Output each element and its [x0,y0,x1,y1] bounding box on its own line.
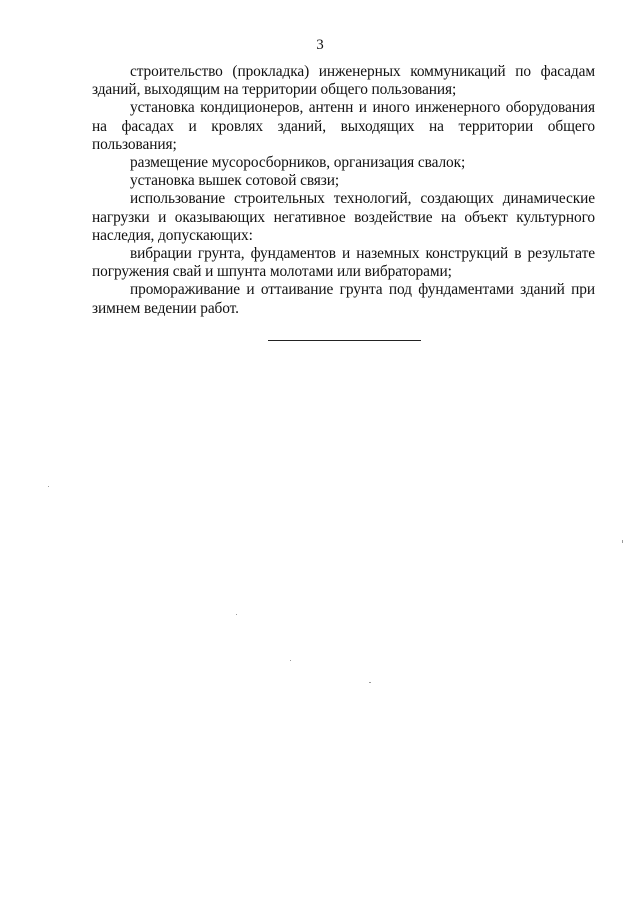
paragraph-garbage-collectors: размещение мусоросборников, организация свалок; [130,154,466,172]
paragraph-cell-towers: установка вышек сотовой связи; [130,172,340,190]
paragraph-construction-technologies: использование строительных технологий, создающих динамические нагрузки и оказывающих негативное воздействие на объект культурного наследия, допускающих: [92,190,595,244]
paragraph-facade-communications: строительство (прокладка) инженерных коммуникаций по фасадам зданий, выходящим на территории общего пользования; [92,63,595,99]
end-of-text-rule [268,340,421,341]
body-text [92,63,595,318]
scan-speck [622,540,623,543]
paragraph-soil-vibration: вибрации грунта, фундаментов и наземных конструкций в результате погружения свай и шпунта молотами или вибраторами; [92,245,595,281]
scan-speck [236,614,237,615]
scan-speck [369,682,371,683]
scan-speck [290,660,291,661]
paragraph-soil-freezing: промораживание и оттаивание грунта под фундаментами зданий при зимнем ведении работ. [92,281,595,317]
scan-speck [48,486,49,487]
page-number: 3 [316,37,324,53]
paragraph-air-conditioners: установка кондиционеров, антенн и иного инженерного оборудования на фасадах и кровлях зданий, выходящих на территории общего пользования; [92,99,595,153]
